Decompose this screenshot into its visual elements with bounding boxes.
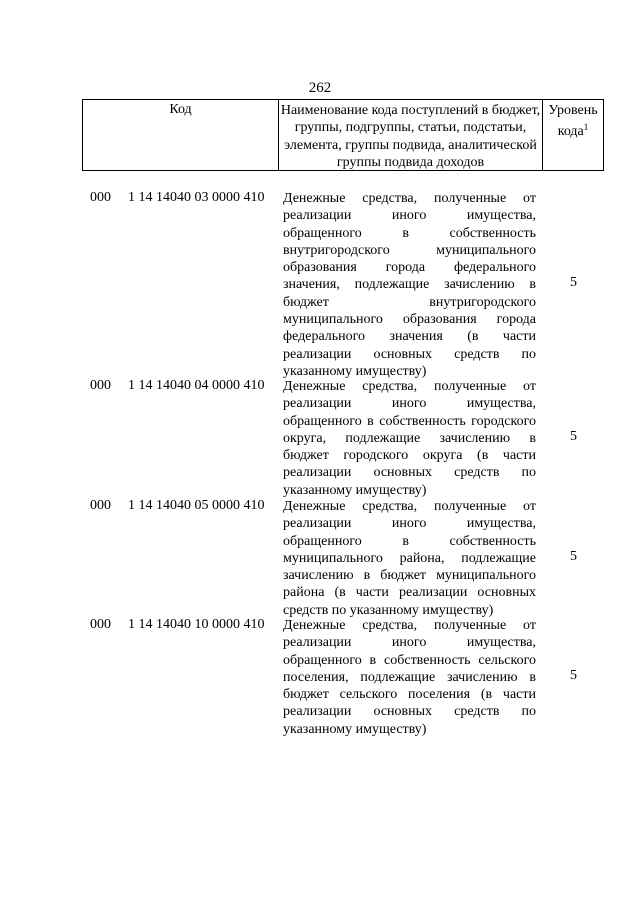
row-level: 5 xyxy=(570,549,577,564)
row-income-code: 1 14 14040 05 0000 410 xyxy=(128,498,265,513)
row-income-code: 1 14 14040 10 0000 410 xyxy=(128,617,265,632)
row-description: Денежные средства, полученные от реализации иного имущества, обращенного в собственность сельского поселения, подлежащие зачислению в бюджет сельского поселения (в части реализации основных средств по указанному имуществу) xyxy=(283,618,536,737)
row-admin-code: 000 xyxy=(90,378,111,393)
header-level-footnote: 1 xyxy=(583,122,589,133)
row-description: Денежные средства, полученные от реализации иного имущества, обращенного в собственность внутригородского муниципального образования города федерального значения, подлежащие зачислению в бюджет внутригородского муниципального образования города федерального значения (в части реализации основных средств по указанному имуществу) xyxy=(283,191,536,379)
header-border-right xyxy=(603,100,604,170)
header-level-label: Уровень кода xyxy=(548,103,598,140)
table-header xyxy=(82,99,604,171)
row-admin-code: 000 xyxy=(90,498,111,513)
row-description: Денежные средства, полученные от реализации иного имущества, обращенного в собственность муниципального района, подлежащие зачислению в бюджет муниципального района (в части реализации основных средств по указанному имуществу) xyxy=(283,499,536,618)
header-level xyxy=(543,102,603,141)
row-level: 5 xyxy=(570,275,577,290)
row-description: Денежные средства, полученные от реализации иного имущества, обращенного в собственность городского округа, подлежащие зачислению в бюджет городского округа (в части реализации основных средств по указанному имуществу) xyxy=(283,379,536,498)
row-admin-code: 000 xyxy=(90,617,111,632)
header-name: Наименование кода поступлений в бюджет, группы, подгруппы, статьи, подстатьи, элемента, группы подвида, аналитической группы подвида доходов xyxy=(280,103,541,170)
row-admin-code: 000 xyxy=(90,190,111,205)
row-income-code: 1 14 14040 04 0000 410 xyxy=(128,378,265,393)
header-code: Код xyxy=(169,102,192,117)
row-level: 5 xyxy=(570,429,577,444)
row-level: 5 xyxy=(570,668,577,683)
page-number: 262 xyxy=(308,80,332,96)
row-income-code: 1 14 14040 03 0000 410 xyxy=(128,190,265,205)
